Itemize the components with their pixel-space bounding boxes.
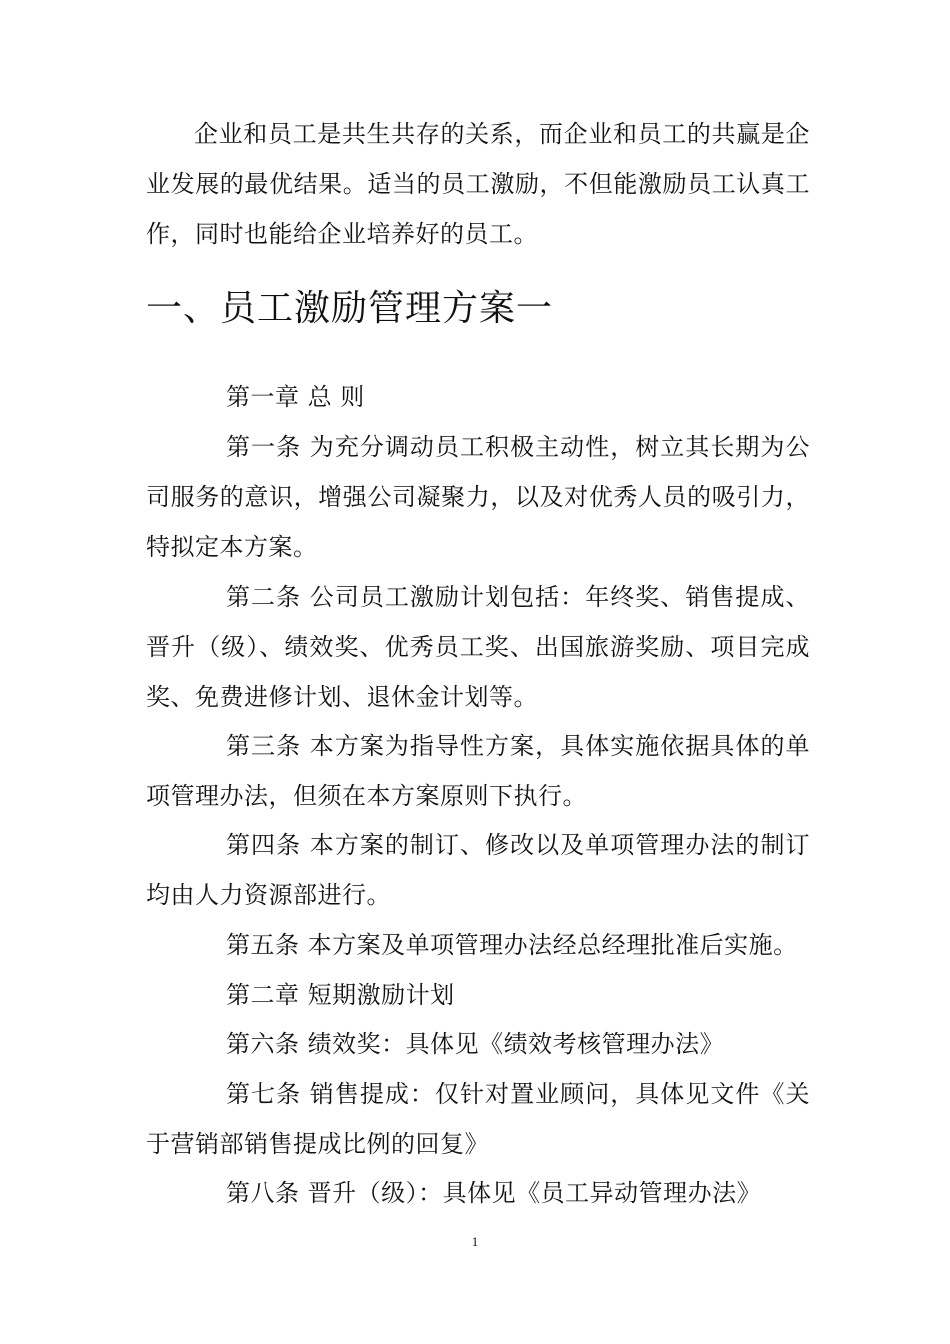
article-5: 第五条 本方案及单项管理办法经总经理批准后实施。 — [226, 931, 798, 959]
article-2: 第二条 公司员工激励计划包括：年终奖、销售提成、晋升（级）、绩效奖、优秀员工奖、出国旅游奖励、项目完成奖、免费进修计划、退休金计划等。 — [146, 583, 810, 711]
chapter-heading-general: 第一章 总 则 — [226, 383, 365, 411]
section-heading: 一、员工激励管理方案一 — [146, 288, 554, 329]
article-1: 第一条 为充分调动员工积极主动性，树立其长期为公司服务的意识，增强公司凝聚力，以及对优秀人员的吸引力，特拟定本方案。 — [146, 433, 810, 561]
article-8: 第八条 晋升（级）：具体见《员工异动管理办法》 — [226, 1179, 762, 1207]
article-4: 第四条 本方案的制订、修改以及单项管理办法的制订均由人力资源部进行。 — [146, 831, 810, 909]
article-7: 第七条 销售提成：仅针对置业顾问，具体见文件《关于营销部销售提成比例的回复》 — [146, 1080, 810, 1158]
article-6: 第六条 绩效奖：具体见《绩效考核管理办法》 — [226, 1030, 725, 1058]
page-number: 1 — [471, 1234, 479, 1249]
chapter-heading-short-term: 第二章 短期激励计划 — [226, 981, 455, 1009]
article-3: 第三条 本方案为指导性方案，具体实施依据具体的单项管理办法，但须在本方案原则下执行。 — [146, 732, 810, 810]
intro-paragraph: 企业和员工是共生共存的关系，而企业和员工的共赢是企业发展的最优结果。适当的员工激励，不但能激励员工认真工作，同时也能给企业培养好的员工。 — [146, 120, 810, 248]
